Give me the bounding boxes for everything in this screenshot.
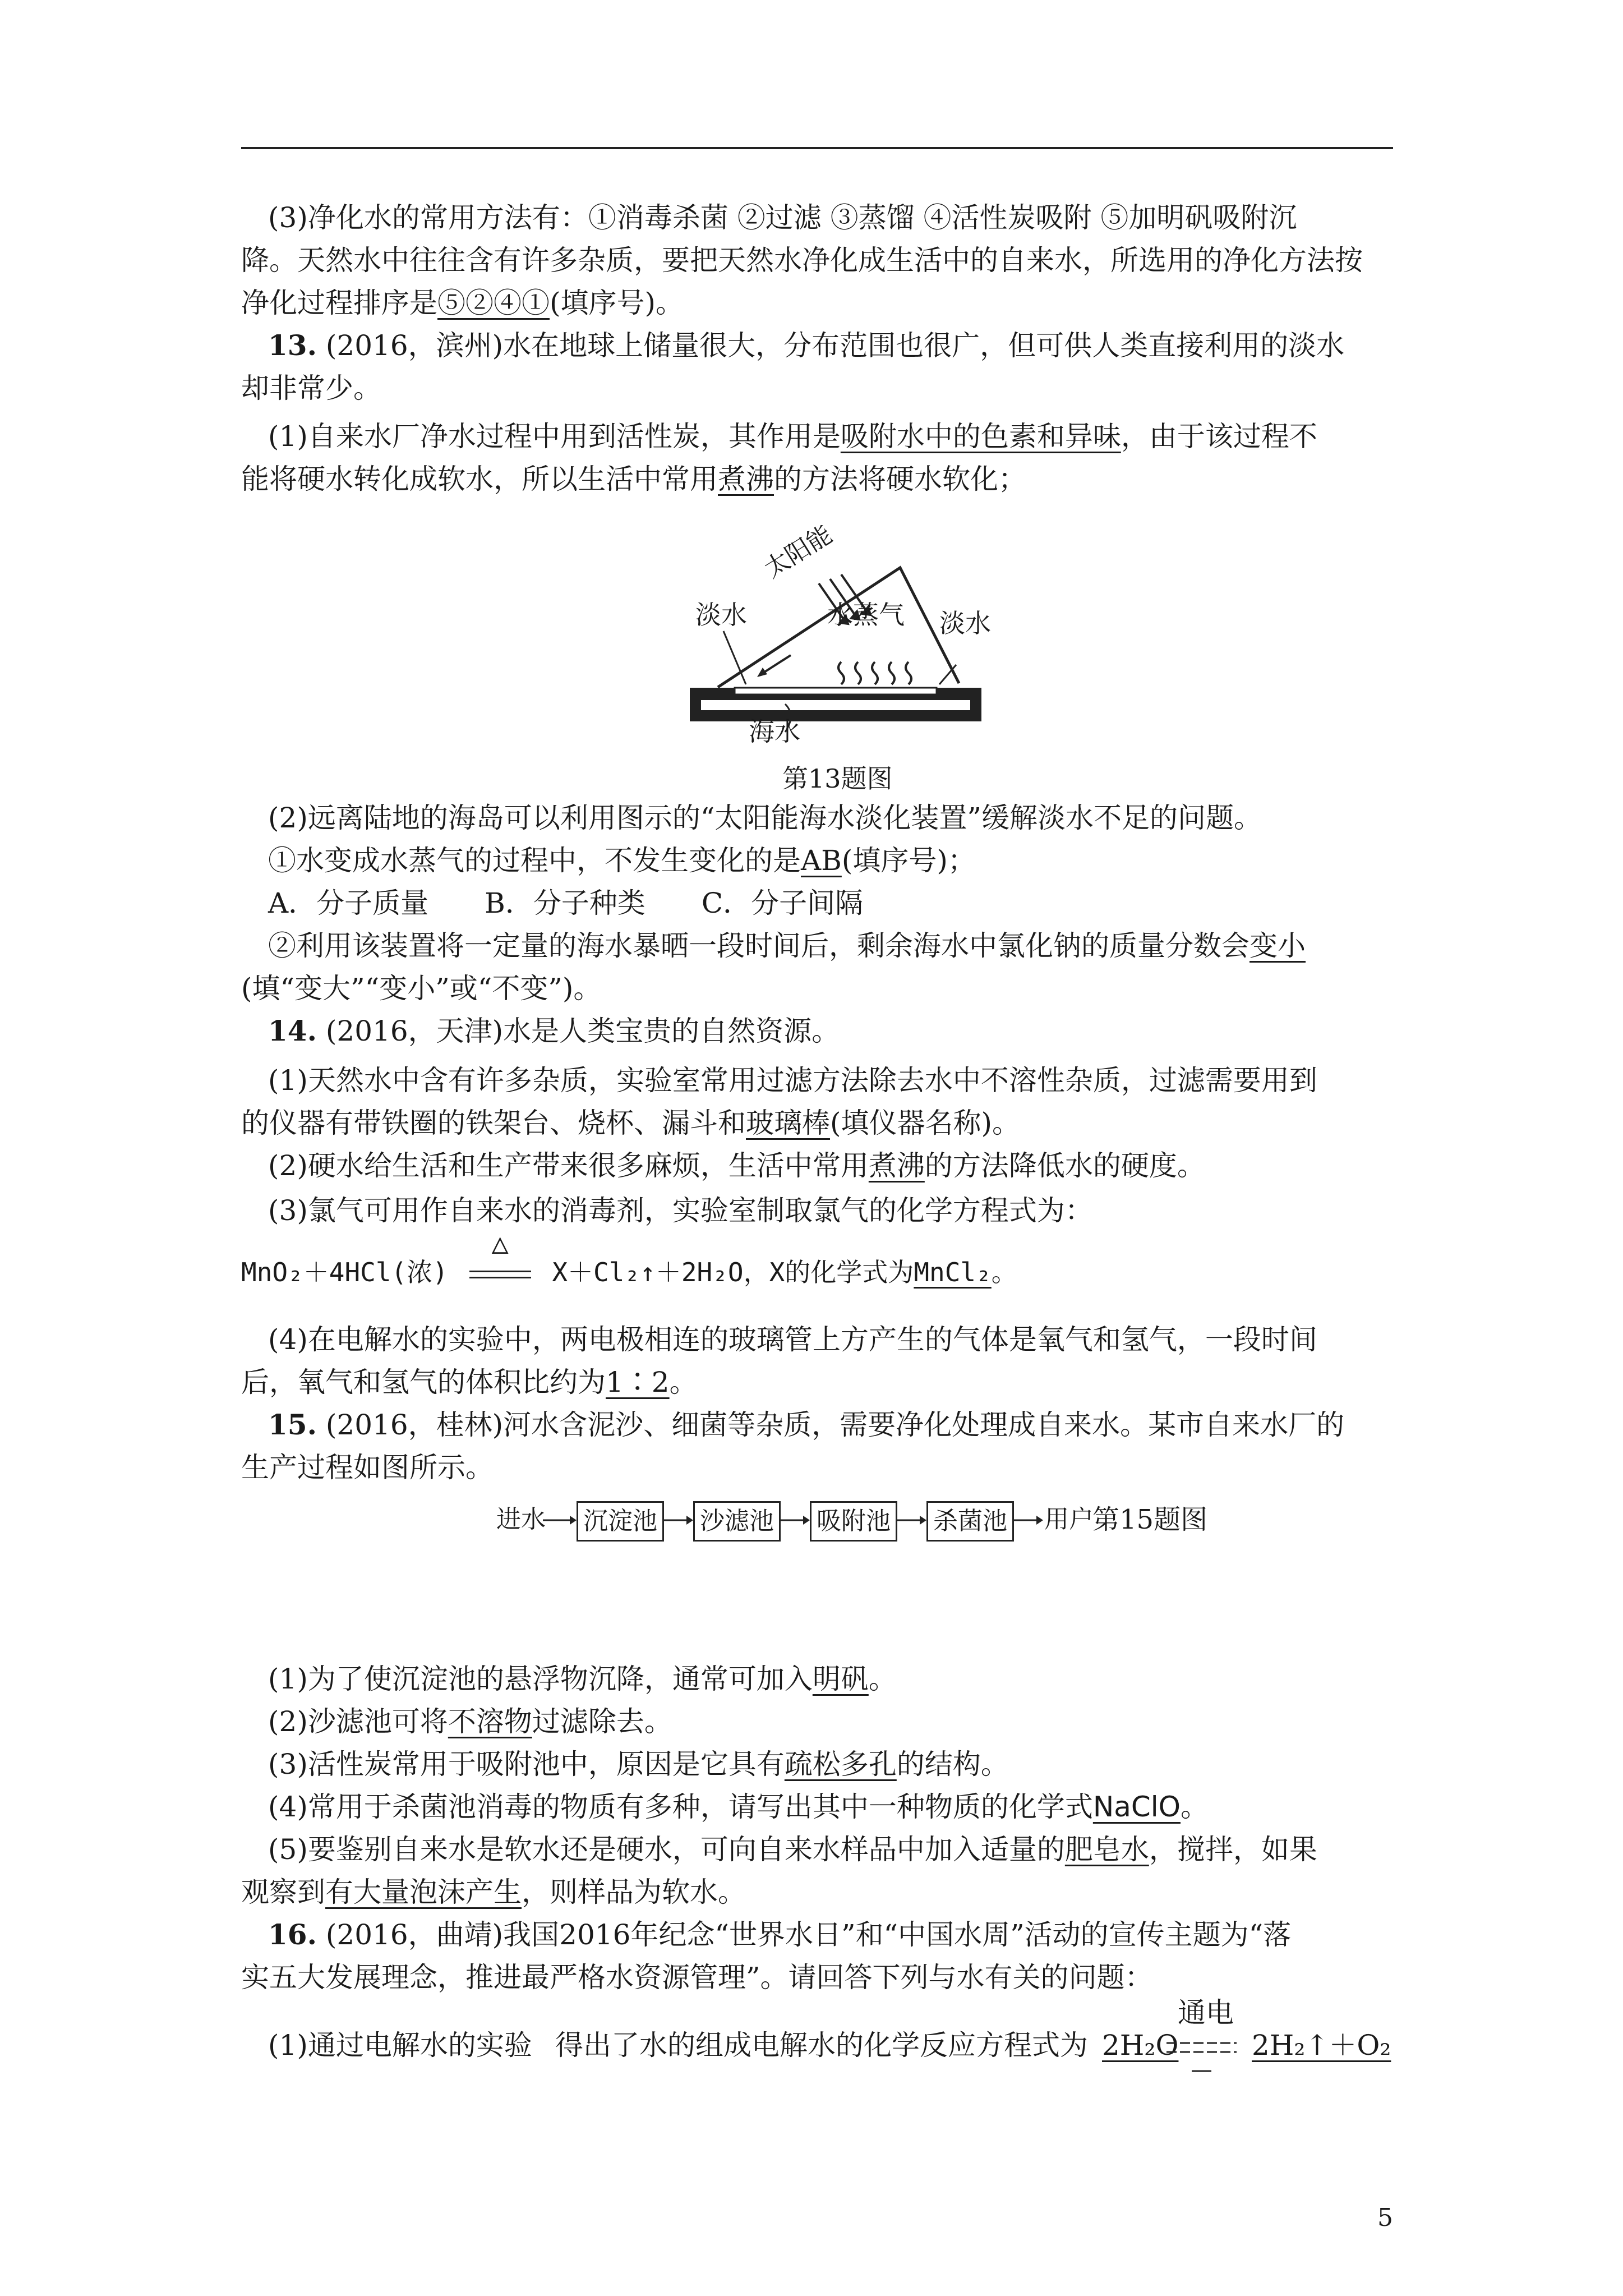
reaction-condition: △ [464, 1251, 537, 1294]
q13-line2: 却非常少。 [241, 372, 381, 404]
answer: ⑤②④① [437, 287, 550, 319]
flow-arrow [664, 1512, 693, 1529]
q14-4-line2: 后，氧气和氢气的体积比约为1∶2。 [241, 1366, 698, 1398]
label-fresh-right: 淡水 [939, 608, 991, 638]
figure-15-caption: 第15题图 [1092, 1504, 1208, 1535]
q13-2-2: ②利用该装置将一定量的海水暴晒一段时间后，剩余海水中氯化钠的质量分数会变小 [268, 930, 1306, 962]
label-fresh-left: 淡水 [695, 600, 747, 630]
flow-arrow [897, 1512, 926, 1529]
flow-arrow [781, 1512, 810, 1529]
page-number: 5 [1377, 2203, 1393, 2232]
flow-start: 进水 [496, 1505, 546, 1534]
flow-step: 沙滤池 [693, 1501, 781, 1542]
flow-end: 用户 [1044, 1505, 1094, 1534]
q12-3-line1: (3)净化水的常用方法有：①消毒杀菌 ②过滤 ③蒸馏 ④活性炭吸附 ⑤加明矾吸附沉 [268, 201, 1297, 234]
q14-4-line1: (4)在电解水的实验中，两电极相连的玻璃管上方产生的气体是氧气和氢气，一段时间 [268, 1323, 1317, 1356]
q16-1-text: (1)通过电解水的实验 [268, 2029, 532, 2062]
flow-step: 沉淀池 [577, 1501, 664, 1542]
q14-1-line1: (1)天然水中含有许多杂质，实验室常用过滤方法除去水中不溶性杂质，过滤需要用到 [268, 1064, 1317, 1097]
q15-3: (3)活性炭常用于吸附池中，原因是它具有疏松多孔的结构。 [268, 1748, 1009, 1780]
q15-2: (2)沙滤池可将不溶物过滤除去。 [268, 1705, 672, 1738]
flow-step: 吸附池 [810, 1501, 897, 1542]
q13-1-line1: (1)自来水厂净水过程中用到活性炭，其作用是吸附水中的色素和异味，由于该过程不 [268, 420, 1317, 453]
q14-3: (3)氯气可用作自来水的消毒剂，实验室制取氯气的化学方程式为： [268, 1194, 1093, 1227]
q13-2-1: ①水变成水蒸气的过程中，不发生变化的是AB(填序号)； [268, 844, 976, 877]
q16-eq-condition: 通电 [1178, 1996, 1234, 2029]
q15-5-line1: (5)要鉴别自来水是软水还是硬水，可向自来水样品中加入适量的肥皂水，搅拌，如果 [268, 1833, 1317, 1866]
label-sea: 海水 [749, 716, 800, 747]
q16-eq-sign [1166, 2037, 1239, 2077]
q16-eq-right: 2H₂↑＋O₂ [1252, 2029, 1391, 2062]
q12-3-line2: 降。天然水中往往含有许多杂质，要把天然水净化成生活中的自来水，所选用的净化方法按 [241, 244, 1363, 277]
q16-line2: 实五大发展理念，推进最严格水资源管理”。请回答下列与水有关的问题： [241, 1961, 1153, 1994]
q15-1: (1)为了使沉淀池的悬浮物沉降，通常可加入明矾。 [268, 1663, 897, 1695]
q13-2: (2)远离陆地的海岛可以利用图示的“太阳能海水淡化装置”缓解淡水不足的问题。 [268, 802, 1262, 834]
q13-1-line2: 能将硬水转化成软水，所以生活中常用煮沸的方法将硬水软化； [241, 463, 1026, 495]
flow-step: 杀菌池 [926, 1501, 1014, 1542]
q15-4: (4)常用于杀菌池消毒的物质有多种，请写出其中一种物质的化学式NaClO。 [268, 1791, 1209, 1823]
header-rule [241, 147, 1393, 149]
q16-1-overlap: 得出了水的组成 [555, 2029, 751, 2062]
q13-options: A．分子质量 B．分子种类 C．分子间隔 [268, 887, 864, 919]
q15-line1: 15. (2016，桂林)河水含泥沙、细菌等杂质，需要净化处理成自来水。某市自来水厂的 [268, 1408, 1345, 1441]
q14-equation: MnO₂＋4HCl(浓) △ X＋Cl₂↑＋2H₂O，X的化学式为MnCl₂。 [241, 1251, 1017, 1294]
q13-2-2-line2: (填“变大”“变小”或“不变”)。 [241, 972, 602, 1005]
q16-1-mid: 电解水的化学反应方程式为 [751, 2029, 1088, 2062]
q13-line1: 13. (2016，滨州)水在地球上储量很大，分布范围也很广，但可供人类直接利用的淡水 [268, 329, 1345, 362]
figure-13-caption: 第13题图 [782, 763, 893, 794]
q16-eq-left: 2H₂O [1102, 2029, 1179, 2062]
q16-line1: 16. (2016，曲靖)我国2016年纪念“世界水日”和“中国水周”活动的宣传主题为“落 [268, 1918, 1292, 1951]
q15-5-line2: 观察到有大量泡沫产生，则样品为软水。 [241, 1876, 746, 1908]
q14-2: (2)硬水给生活和生产带来很多麻烦，生活中常用煮沸的方法降低水的硬度。 [268, 1149, 1205, 1182]
q14-1-line2: 的仪器有带铁圈的铁架台、烧杯、漏斗和玻璃棒(填仪器名称)。 [241, 1107, 1021, 1139]
q12-3-line3: 净化过程排序是⑤②④①(填序号)。 [241, 287, 684, 319]
flow-arrow [543, 1512, 577, 1529]
q14-line1: 14. (2016，天津)水是人类宝贵的自然资源。 [268, 1014, 840, 1047]
label-sun: 太阳能 [759, 520, 837, 584]
flow-arrow [1014, 1512, 1043, 1529]
label-vapor: 水蒸气 [827, 600, 905, 630]
q15-line2: 生产过程如图所示。 [241, 1451, 494, 1484]
